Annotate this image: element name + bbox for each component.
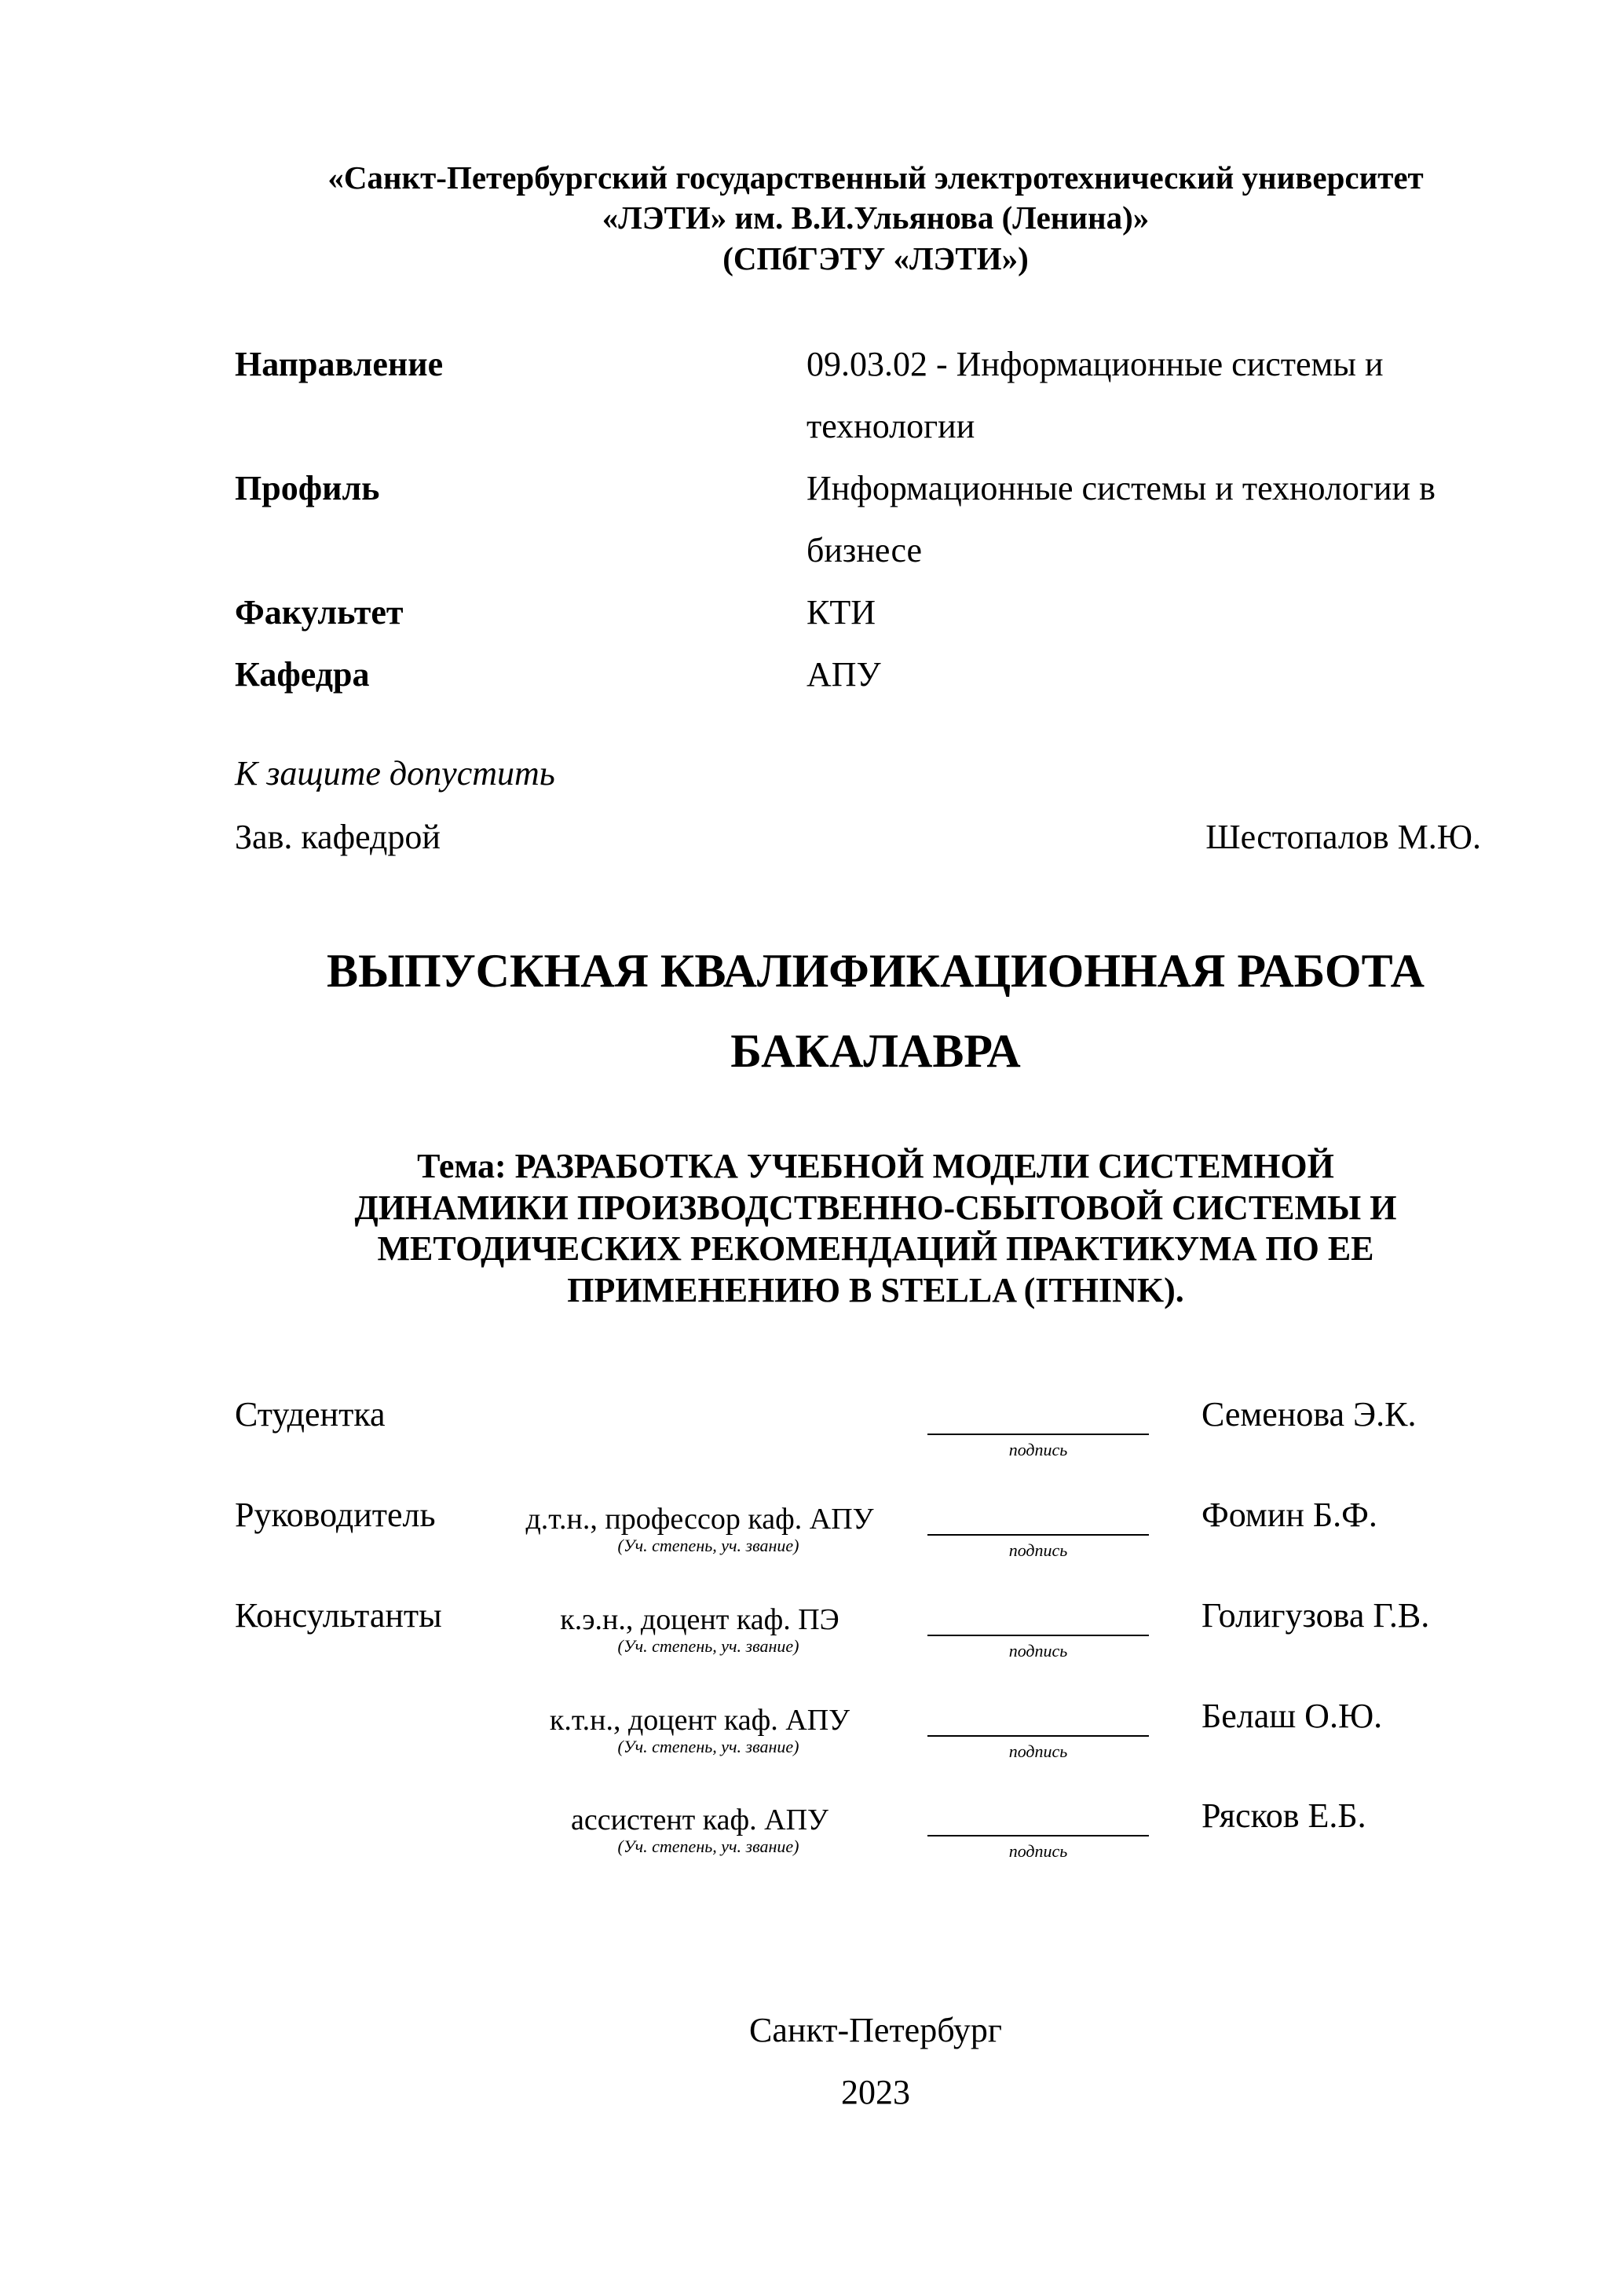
signatory-name: Белаш О.Ю. — [1202, 1697, 1383, 1735]
info-value: АПУ — [807, 655, 881, 694]
footer-city: Санкт-Петербург — [749, 2011, 1002, 2049]
theme-line: Тема: РАЗРАБОТКА УЧЕБНОЙ МОДЕЛИ СИСТЕМНОЙ — [417, 1147, 1334, 1185]
signature-line — [927, 1635, 1149, 1636]
info-value: Информационные системы и технологии в — [807, 469, 1436, 507]
theme-line: ПРИМЕНЕНИЮ В STELLA (ITHINK). — [567, 1271, 1184, 1309]
signatory-degree: к.т.н., доцент каф. АПУ — [549, 1704, 850, 1737]
degree-caption: (Уч. степень, уч. звание) — [617, 1536, 799, 1555]
signature-caption: подпись — [1008, 1641, 1068, 1661]
title-line: БАКАЛАВРА — [730, 1025, 1021, 1077]
info-value: бизнесе — [807, 531, 923, 569]
signature-line — [927, 1534, 1149, 1536]
signature-line — [927, 1835, 1149, 1836]
info-value: 09.03.02 - Информационные системы и — [807, 345, 1384, 383]
degree-caption: (Уч. степень, уч. звание) — [617, 1737, 799, 1756]
signature-caption: подпись — [1008, 1440, 1068, 1459]
signatory-name: Рясков Е.Б. — [1202, 1796, 1366, 1835]
theme-line: ДИНАМИКИ ПРОИЗВОДСТВЕННО-СБЫТОВОЙ СИСТЕМЫ И — [354, 1188, 1397, 1227]
signatory-degree: ассистент каф. АПУ — [571, 1803, 828, 1836]
title-line: ВЫПУСКНАЯ КВАЛИФИКАЦИОННАЯ РАБОТА — [327, 945, 1425, 997]
footer-year: 2023 — [841, 2073, 910, 2111]
theme-line: МЕТОДИЧЕСКИХ РЕКОМЕНДАЦИЙ ПРАКТИКУМА ПО ЕЕ — [377, 1229, 1374, 1268]
approval-name: Шестопалов М.Ю. — [1205, 818, 1481, 856]
info-value: КТИ — [807, 593, 876, 632]
signatory-name: Фомин Б.Ф. — [1202, 1496, 1377, 1534]
info-value: технологии — [807, 407, 975, 445]
header-line: (СПбГЭТУ «ЛЭТИ») — [722, 240, 1029, 276]
info-label: Факультет — [235, 593, 404, 632]
header-line: «ЛЭТИ» им. В.И.Ульянова (Ленина)» — [602, 200, 1150, 236]
approval-role: Зав. кафедрой — [235, 818, 441, 856]
approval-caption: К защите допустить — [235, 754, 555, 793]
info-label: Кафедра — [235, 655, 370, 694]
signatory-role: Руководитель — [235, 1496, 436, 1534]
signatory-role: Студентка — [235, 1395, 386, 1434]
info-label: Профиль — [235, 469, 380, 507]
signature-caption: подпись — [1008, 1741, 1068, 1761]
signatory-name: Семенова Э.К. — [1202, 1395, 1417, 1434]
signature-caption: подпись — [1008, 1540, 1068, 1560]
signatory-name: Голигузова Г.В. — [1202, 1596, 1430, 1635]
degree-caption: (Уч. степень, уч. звание) — [617, 1836, 799, 1856]
header-line: «Санкт-Петербургский государственный электротехнический университет — [327, 159, 1424, 196]
signature-line — [927, 1735, 1149, 1737]
signatory-degree: д.т.н., профессор каф. АПУ — [525, 1503, 874, 1536]
signature-caption: подпись — [1008, 1841, 1068, 1861]
info-label: Направление — [235, 345, 444, 383]
signatory-degree: к.э.н., доцент каф. ПЭ — [560, 1603, 839, 1636]
signatory-role: Консультанты — [235, 1596, 442, 1635]
signature-line — [927, 1434, 1149, 1435]
degree-caption: (Уч. степень, уч. звание) — [617, 1636, 799, 1656]
